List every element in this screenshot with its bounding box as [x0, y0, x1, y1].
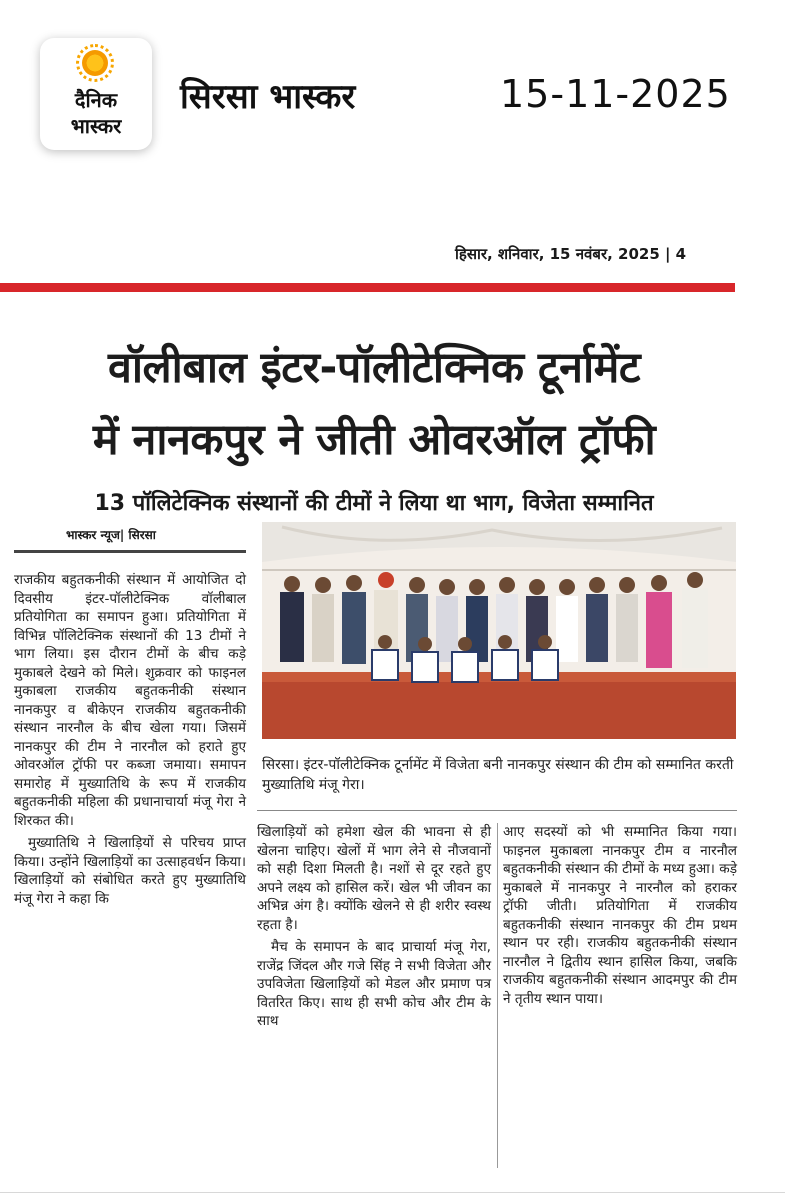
team-photo-illustration	[262, 522, 736, 739]
sun-icon	[82, 50, 108, 76]
paragraph: आए सदस्यों को भी सम्मानित किया गया। फाइनल मुकाबला नानकपुर टीम व नारनौल बहुतकनीकी संस्थान की टीमों के मध्य हुआ। कड़े मुकाबले में नानकपुर ने नारनौल को हराकर ट्रॉफी जीती। प्रतियोगिता में राजकीय बहुतकनीकी संस्थान नानकपुर की टीम प्रथम स्थान पर रही। राजकीय बहुतकनीकी संस्थान नारनौल ने द्वितीय स्थान हासिल किया, जबकि राजकीय बहुतकनीकी संस्थान आदमपुर की टीम ने तृतीय स्थान पाया।	[503, 824, 737, 1007]
paragraph: खिलाड़ियों को हमेशा खेल की भावना से ही खेलना चाहिए। खेलों में भाग लेने से नौजवानों को सही दिशा मिलती है। नशों से दूर रहते हुए अपने लक्ष्य को हासिल करें। खेल भी जीवन का अभिन्न अंग है। क्योंकि खेलने से ही शरीर स्वस्थ रहता है।	[257, 824, 491, 933]
bottom-divider	[0, 1192, 785, 1193]
team-photo	[262, 522, 736, 739]
photo-caption: सिरसा। इंटर-पॉलीटेक्निक टूर्नामेंट में विजेता बनी नानकपुर संस्थान की टीम को सम्मानित करती मुख्यातिथि मंजू गेरा।	[262, 757, 734, 793]
edition-title: सिरसा भास्कर	[180, 77, 356, 117]
column-divider	[497, 823, 498, 1168]
byline: भास्कर न्यूज| सिरसा	[66, 528, 156, 542]
logo-text-line1: दैनिक	[74, 88, 118, 112]
header-date: 15-11-2025	[500, 72, 731, 116]
column-top-rule	[257, 810, 737, 811]
headline-line-2: में नानकपुर ने जीती ओवरऑल ट्रॉफी	[92, 415, 656, 465]
byline-rule	[14, 550, 246, 553]
page-dateline: हिसार, शनिवार, 15 नवंबर, 2025 | 4	[455, 245, 687, 263]
paragraph: मुख्यातिथि ने खिलाड़ियों से परिचय प्राप्त किया। उन्होंने खिलाड़ियों का उत्साहवर्धन किया। खिलाड़ियों को संबोधित करते हुए मुख्यातिथि मंजू गेरा ने कहा कि	[14, 835, 246, 907]
dainik-bhaskar-logo	[40, 38, 152, 150]
paragraph: मैच के समापन के बाद प्राचार्या मंजू गेरा, राजेंद्र जिंदल और गजे सिंह ने सभी विजेता और उपविजेता खिलाड़ियों को मेडल और प्रमाण पत्र वितरित किए। साथ ही सभी कोच और टीम के साथ	[257, 939, 491, 1029]
article-column-2	[257, 823, 491, 1031]
subheadline: 13 पॉलिटेक्निक संस्थानों की टीमों ने लिया था भाग, विजेता सम्मानित	[94, 491, 654, 516]
headline-line-1: वॉलीबाल इंटर-पॉलीटेक्निक टूर्नामेंट	[107, 343, 640, 393]
article-column-1	[14, 571, 246, 908]
article-column-3	[503, 823, 737, 1008]
paragraph: राजकीय बहुतकनीकी संस्थान में आयोजित दो दिवसीय इंटर-पॉलीटेक्निक वॉलीबाल प्रतियोगिता का समापन हुआ। प्रतियोगिता में विभिन्न पॉलिटेक्निक संस्थानों की 13 टीमों ने भाग लिया। इस दौरान टीमों के बीच कड़े मुकाबले देखने को मिले। शुक्रवार को फाइनल मुकाबला राजकीय बहुतकनीकी संस्थान नानकपुर व बीकेएन राजकीय बहुतकनीकी संस्थान नारनौल के बीच खेला गया। जिसमें नानकपुर की टीम ने नारनौल को हराते हुए ओवरऑल ट्रॉफी पर कब्जा जमाया। समापन समारोह में मुख्यातिथि के रूप में राजकीय बहुतकनीकी महिला की प्रधानाचार्या मंजू गेरा ने शिरकत की।	[14, 572, 246, 829]
red-divider	[0, 283, 735, 292]
logo-text-line2: भास्कर	[70, 114, 122, 138]
